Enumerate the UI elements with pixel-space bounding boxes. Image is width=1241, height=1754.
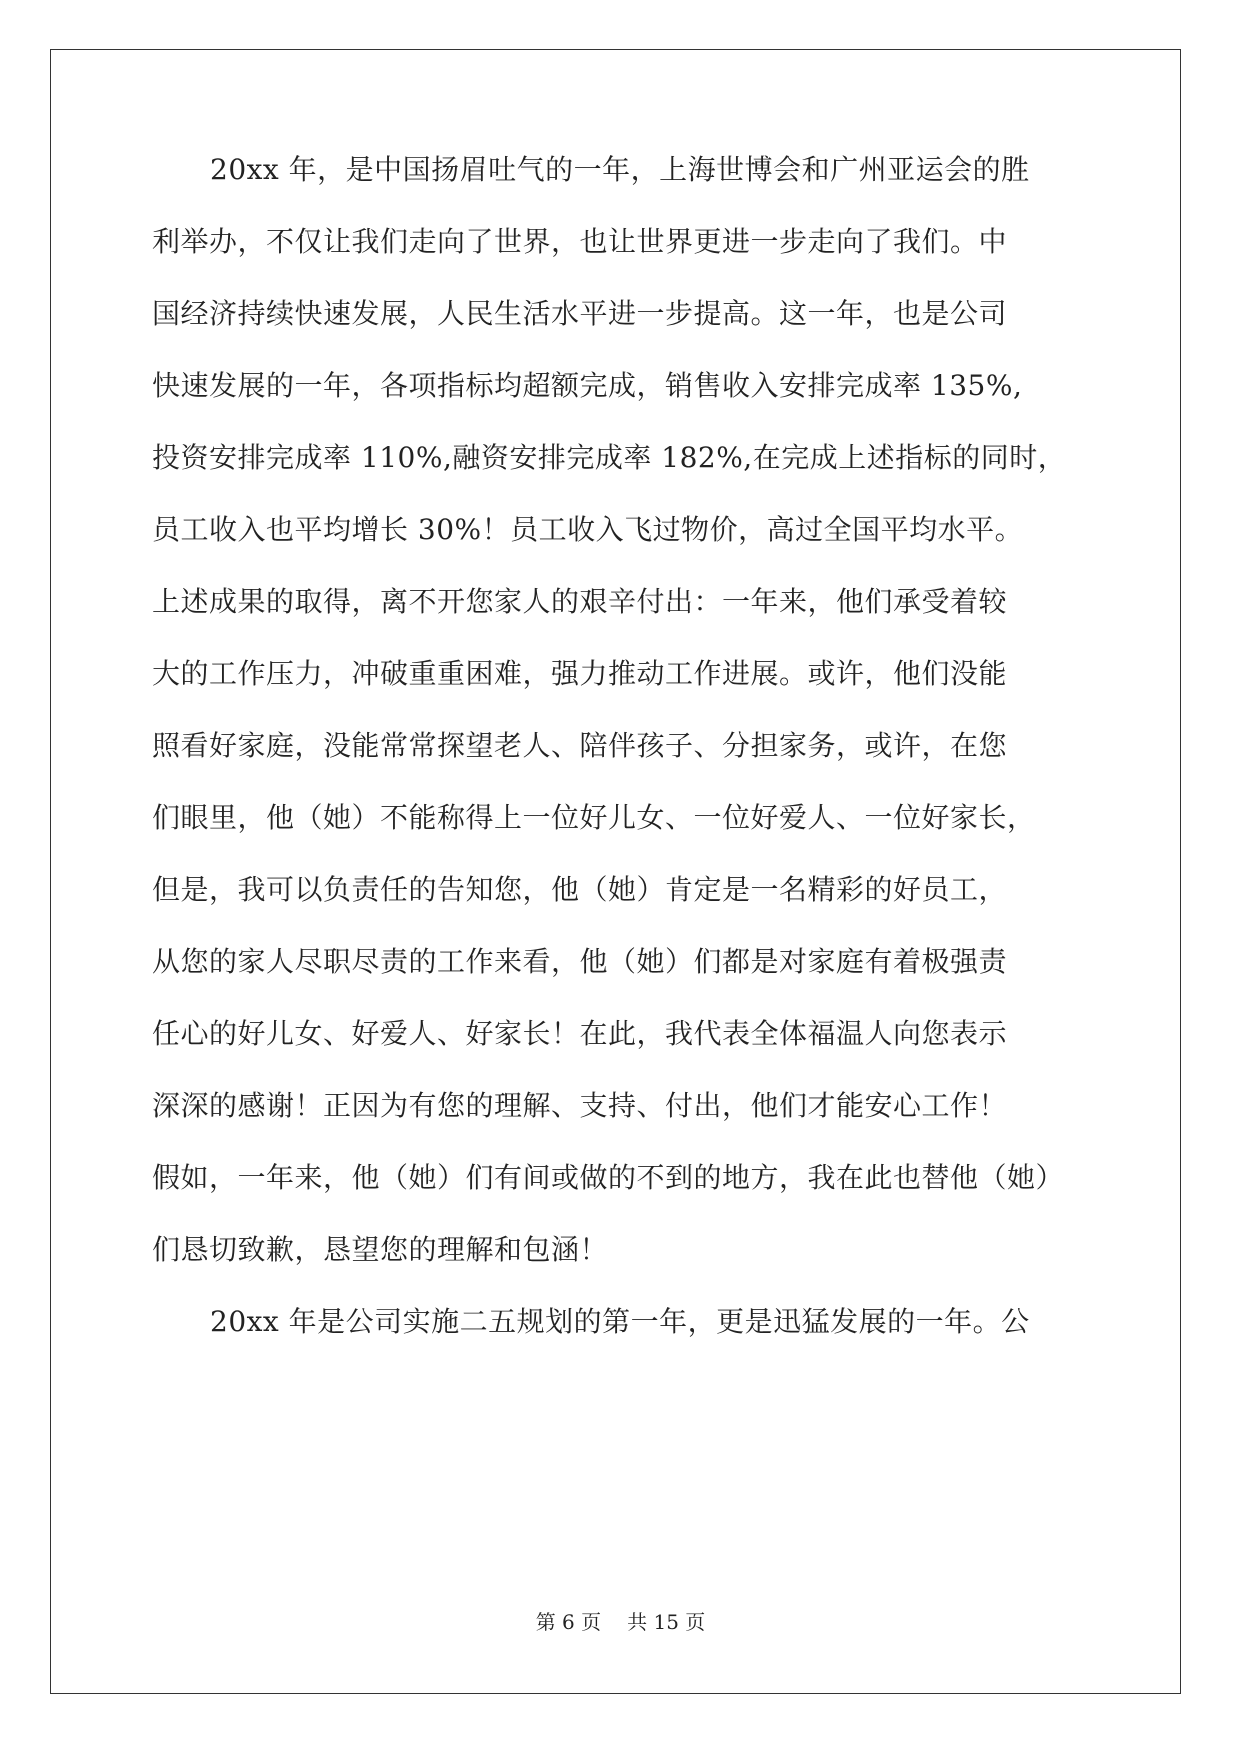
paragraph-line: 但是，我可以负责任的告知您，他（她）肯定是一名精彩的好员工， [152, 873, 1008, 906]
paragraph-line: 快速发展的一年，各项指标均超额完成，销售收入安排完成率 135%, [152, 369, 1023, 402]
page-footer [0, 1610, 1241, 1634]
paragraph-line: 大的工作压力，冲破重重困难，强力推动工作进展。或许，他们没能 [152, 657, 1008, 690]
paragraph-line: 国经济持续快速发展，人民生活水平进一步提高。这一年，也是公司 [152, 297, 1008, 330]
paragraph-line: 投资安排完成率 110%,融资安排完成率 182%,在完成上述指标的同时， [152, 441, 1067, 474]
paragraph-line: 利举办，不仅让我们走向了世界，也让世界更进一步走向了我们。中 [152, 225, 1008, 258]
paragraph-line: 假如，一年来，他（她）们有间或做的不到的地方，我在此也替他（她） [152, 1161, 1065, 1194]
page-number: 第 6 页 [535, 1610, 602, 1634]
paragraph-line: 照看好家庭，没能常常探望老人、陪伴孩子、分担家务，或许，在您 [152, 729, 1008, 762]
paragraph-line: 20xx 年是公司实施二五规划的第一年，更是迅猛发展的一年。公 [210, 1305, 1030, 1338]
paragraph-line: 任心的好儿女、好爱人、好家长！在此，我代表全体福温人向您表示 [152, 1017, 1008, 1050]
paragraph-line: 们恳切致歉，恳望您的理解和包涵！ [152, 1233, 609, 1266]
paragraph-line: 员工收入也平均增长 30%！员工收入飞过物价，高过全国平均水平。 [152, 513, 1024, 546]
paragraph-line: 深深的感谢！正因为有您的理解、支持、付出，他们才能安心工作！ [152, 1089, 1008, 1122]
paragraph-line: 20xx 年，是中国扬眉吐气的一年，上海世博会和广州亚运会的胜 [210, 153, 1030, 186]
paragraph-line: 们眼里，他（她）不能称得上一位好儿女、一位好爱人、一位好家长， [152, 801, 1036, 834]
paragraph-line: 上述成果的取得，离不开您家人的艰辛付出：一年来，他们承受着较 [152, 585, 1008, 618]
paragraph-line: 从您的家人尽职尽责的工作来看，他（她）们都是对家庭有着极强责 [152, 945, 1008, 978]
page-total: 共 15 页 [627, 1610, 706, 1634]
